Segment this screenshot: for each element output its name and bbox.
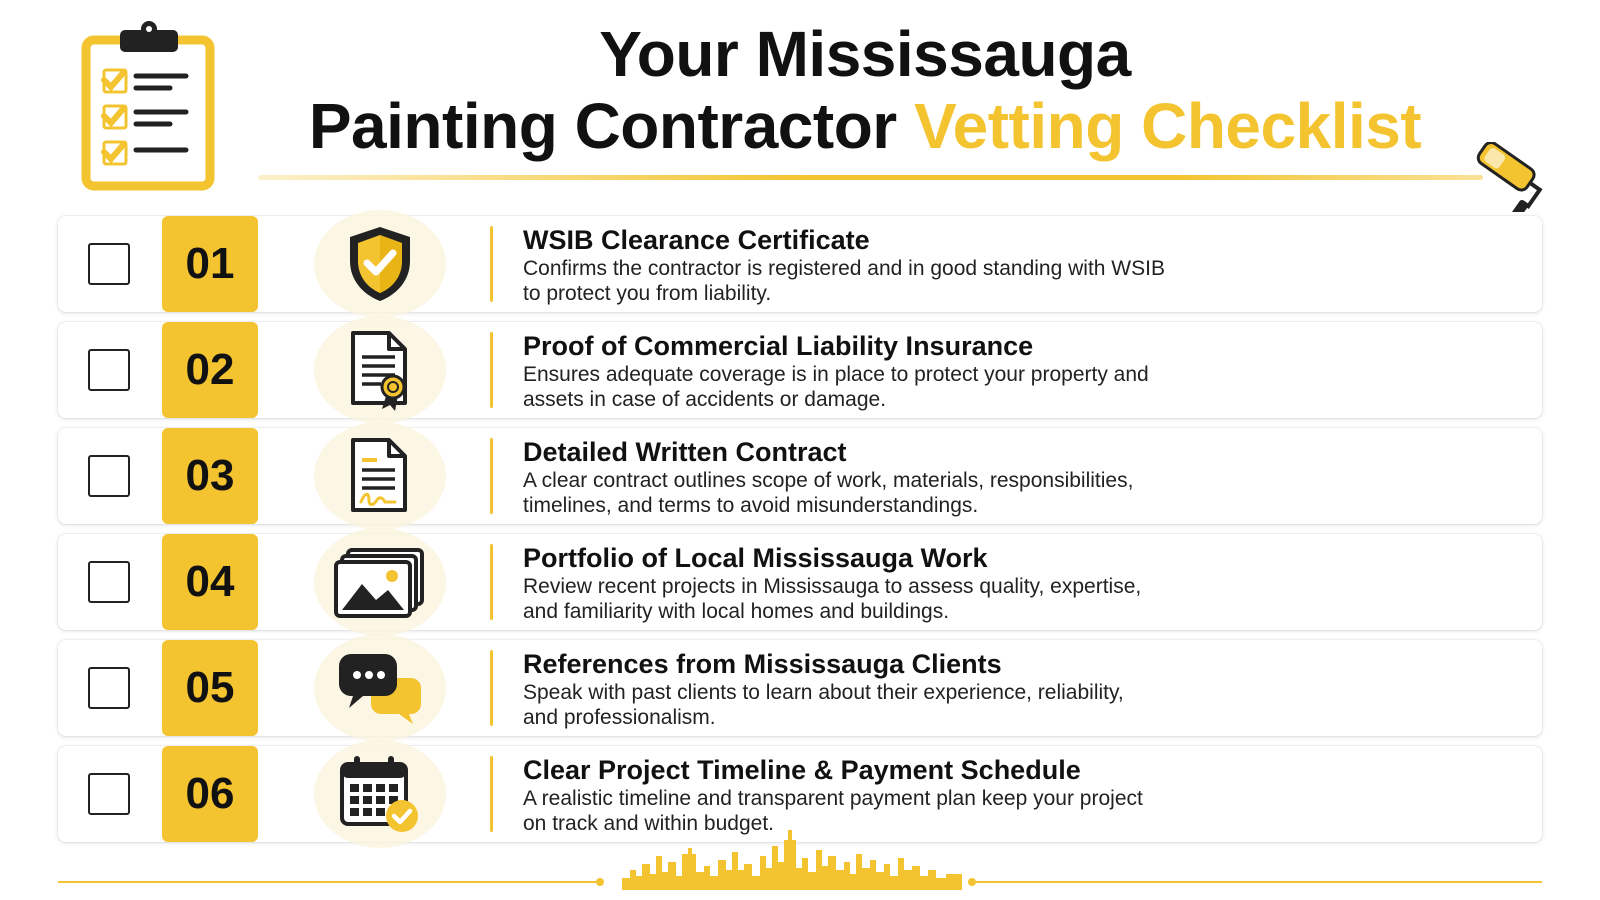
item-number-badge: 01 [162, 216, 258, 312]
item-description-line-1: A realistic timeline and transparent payment plan keep your project [523, 787, 1143, 810]
item-divider [490, 226, 493, 302]
item-divider [490, 544, 493, 620]
item-divider [490, 438, 493, 514]
item-divider [490, 332, 493, 408]
item-checkbox[interactable] [88, 773, 130, 815]
item-number-badge: 05 [162, 640, 258, 736]
item-text [523, 648, 1263, 730]
item-icon-container [314, 748, 446, 840]
item-icon-container [314, 430, 446, 522]
item-icon-container [314, 324, 446, 416]
checklist-item [58, 428, 1542, 524]
item-number-badge: 04 [162, 534, 258, 630]
photo-gallery-icon [334, 546, 426, 618]
item-checkbox[interactable] [88, 349, 130, 391]
item-text [523, 542, 1263, 624]
item-description-line-1: Review recent projects in Mississauga to assess quality, expertise, [523, 575, 1142, 598]
footer-divider-right [975, 881, 1542, 883]
chat-bubbles-icon [337, 650, 423, 726]
footer-dot-left [596, 878, 604, 886]
item-title: WSIB Clearance Certificate [523, 225, 870, 255]
item-text [523, 436, 1263, 518]
header [0, 0, 1600, 205]
city-skyline-icon [622, 826, 962, 890]
title-line-1: Your Mississauga [599, 18, 1131, 90]
checklist-item [58, 216, 1542, 312]
item-checkbox[interactable] [88, 667, 130, 709]
item-description-line-1: A clear contract outlines scope of work, materials, responsibilities, [523, 469, 1134, 492]
item-divider [490, 650, 493, 726]
shield-check-icon [344, 223, 416, 305]
title-line-2-plain: Painting Contractor [308, 90, 914, 162]
item-icon-container [314, 642, 446, 734]
checklist [58, 216, 1542, 852]
item-checkbox[interactable] [88, 243, 130, 285]
page-title [240, 18, 1490, 162]
item-checkbox[interactable] [88, 561, 130, 603]
item-description-line-2: and professionalism. [523, 706, 716, 729]
item-description-line-2: to protect you from liability. [523, 282, 772, 305]
clipboard-checklist-icon [80, 18, 220, 194]
item-title: Clear Project Timeline & Payment Schedule [523, 755, 1081, 785]
item-description-line-2: on track and within budget. [523, 812, 774, 835]
footer-divider-left [58, 881, 598, 883]
item-icon-container [314, 218, 446, 310]
title-underline [258, 175, 1483, 180]
title-line-2 [240, 90, 1490, 162]
paint-roller-icon [1472, 142, 1567, 212]
item-description-line-2: and familiarity with local homes and buildings. [523, 600, 950, 623]
signed-contract-icon [347, 436, 413, 516]
checklist-item [58, 322, 1542, 418]
item-text [523, 754, 1263, 836]
item-number-badge: 03 [162, 428, 258, 524]
item-title: Detailed Written Contract [523, 437, 847, 467]
item-description-line-1: Speak with past clients to learn about their experience, reliability, [523, 681, 1124, 704]
checklist-item [58, 640, 1542, 736]
item-description-line-1: Confirms the contractor is registered and in good standing with WSIB [523, 257, 1165, 280]
item-title: References from Mississauga Clients [523, 649, 1002, 679]
item-icon-container [314, 536, 446, 628]
item-number-badge: 06 [162, 746, 258, 842]
item-text [523, 224, 1263, 306]
item-divider [490, 756, 493, 832]
title-line-2-accent: Vetting Checklist [913, 90, 1422, 162]
calendar-check-icon [338, 754, 422, 834]
item-title: Proof of Commercial Liability Insurance [523, 331, 1034, 361]
item-description-line-2: timelines, and terms to avoid misunderstandings. [523, 494, 979, 517]
item-description-line-2: assets in case of accidents or damage. [523, 388, 887, 411]
item-checkbox[interactable] [88, 455, 130, 497]
item-title: Portfolio of Local Mississauga Work [523, 543, 988, 573]
item-number-badge: 02 [162, 322, 258, 418]
item-text [523, 330, 1263, 412]
checklist-item [58, 534, 1542, 630]
insurance-document-icon [345, 329, 415, 411]
item-description-line-1: Ensures adequate coverage is in place to protect your property and [523, 363, 1149, 386]
